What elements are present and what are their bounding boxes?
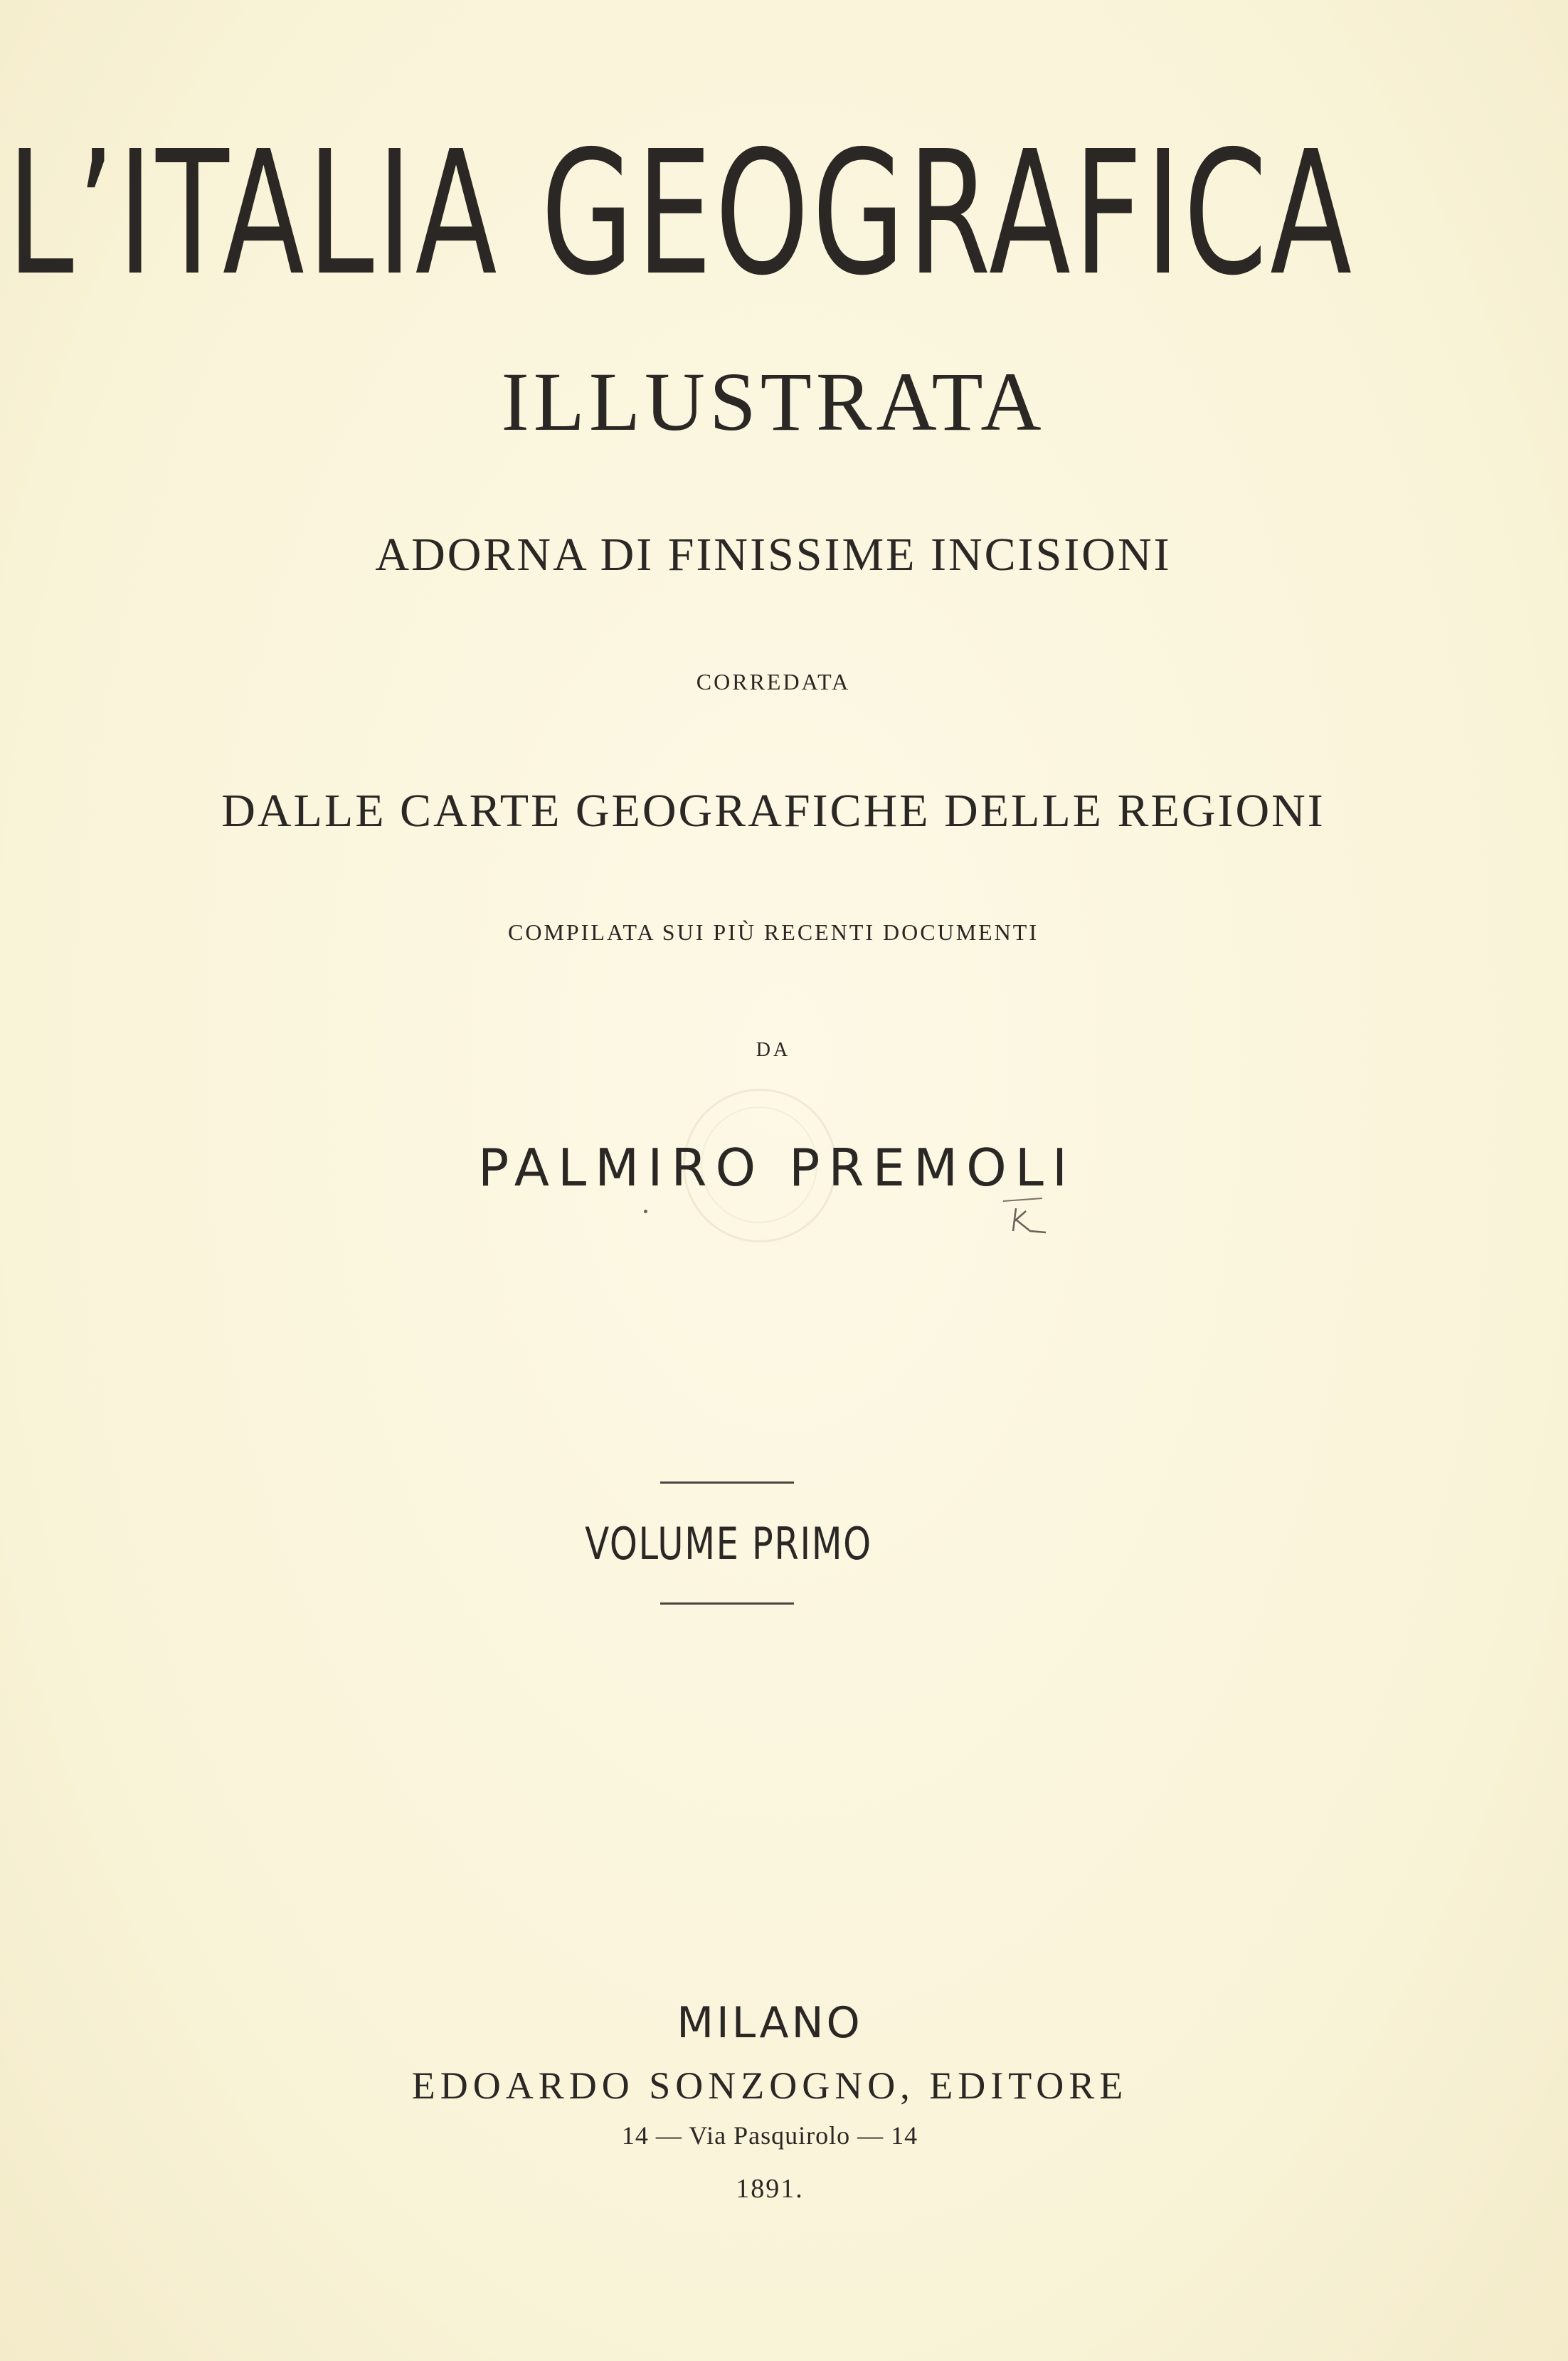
author-name: PALMIRO PREMOLI (477, 1138, 1076, 1198)
imprint-city: MILANO (677, 1998, 863, 2048)
book-title: L’ITALIA GEOGRAFICA (7, 114, 1355, 313)
divider-bottom (660, 1602, 794, 1605)
da-text: DA (756, 1039, 791, 1061)
speck (644, 1210, 647, 1213)
corredata-text: CORREDATA (696, 669, 851, 694)
pencil-mark (989, 1195, 1060, 1245)
imprint-address: 14 — Via Pasquirolo — 14 (621, 2121, 918, 2150)
subtitle-illustrata: ILLUSTRATA (501, 355, 1046, 448)
subtitle-carte: DALLE CARTE GEOGRAFICHE DELLE REGIONI (221, 785, 1325, 837)
divider-top (660, 1481, 794, 1484)
imprint-publisher: EDOARDO SONZOGNO, EDITORE (411, 2064, 1128, 2107)
volume-label: VOLUME PRIMO (585, 1518, 872, 1570)
imprint-year: 1891. (736, 2174, 804, 2204)
subtitle-adorna: ADORNA DI FINISSIME INCISIONI (375, 529, 1172, 581)
compilata-text: COMPILATA SUI PIÙ RECENTI DOCUMENTI (508, 919, 1039, 945)
